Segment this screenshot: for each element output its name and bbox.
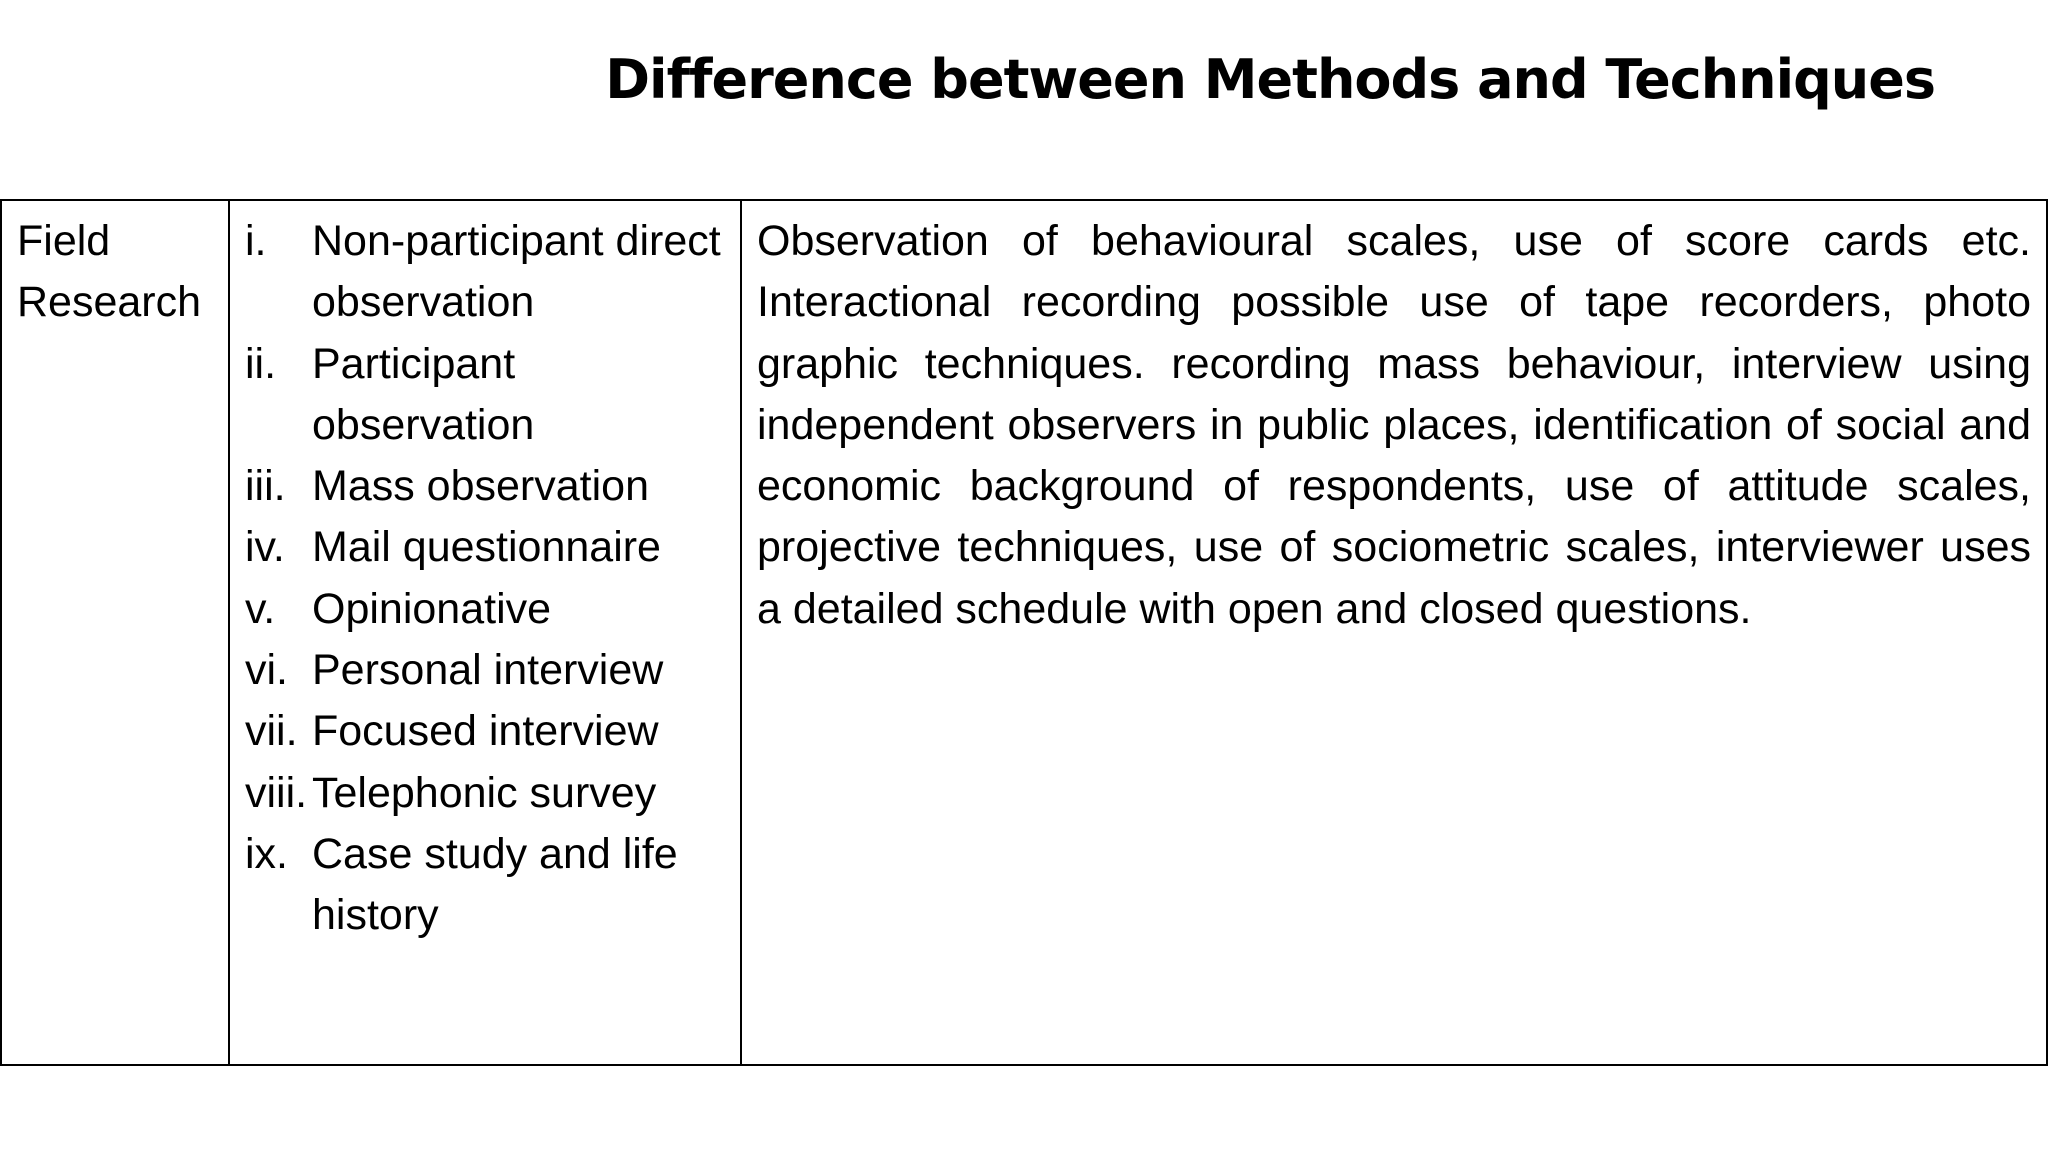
method-text: Mass observation [312, 462, 649, 511]
method-item [245, 334, 732, 457]
techniques-text: Observation of behavioural scales, use of score cards etc. Interactional recording possible use of tape recorders, photo graphic techniques. recording mass behaviour, interview using independent observers in public places, identification of social and economic background of respondents, use of attitude scales, projective techniques, use of sociometric scales, interviewer uses a detailed schedule with open and closed questions. [757, 217, 2031, 633]
method-text: Personal interview [312, 646, 664, 695]
techniques-cell [742, 201, 2046, 1064]
method-number: iii. [245, 462, 286, 511]
method-number: i. [245, 217, 267, 265]
method-item [245, 579, 732, 640]
method-text: Non-participant direct observation [312, 217, 721, 327]
method-number: iv. [245, 523, 285, 572]
method-item [245, 824, 732, 947]
category-label: Field Research [17, 217, 202, 327]
method-number: ix. [245, 829, 288, 878]
method-text: Mail questionnaire [312, 523, 661, 572]
method-item [245, 211, 732, 334]
method-text: Case study and life history [312, 829, 678, 940]
method-number: ii. [245, 339, 277, 388]
method-number: v. [245, 584, 276, 633]
method-item [245, 456, 732, 517]
method-number: viii. [245, 768, 308, 817]
slide-title: Difference between Methods and Techniques [605, 48, 1935, 111]
method-item [245, 763, 732, 824]
category-cell [2, 201, 230, 1064]
method-item [245, 701, 732, 762]
method-item [245, 640, 732, 701]
method-text: Opinionative [312, 584, 552, 633]
method-text: Participant observation [312, 339, 535, 449]
method-text: Telephonic survey [312, 768, 657, 817]
method-text: Focused interview [312, 707, 659, 756]
method-number: vii. [245, 707, 298, 756]
methods-cell [230, 201, 742, 1064]
methods-techniques-table [0, 199, 2048, 1066]
method-number: vi. [245, 646, 288, 695]
methods-list [245, 211, 732, 947]
method-item [245, 517, 732, 578]
